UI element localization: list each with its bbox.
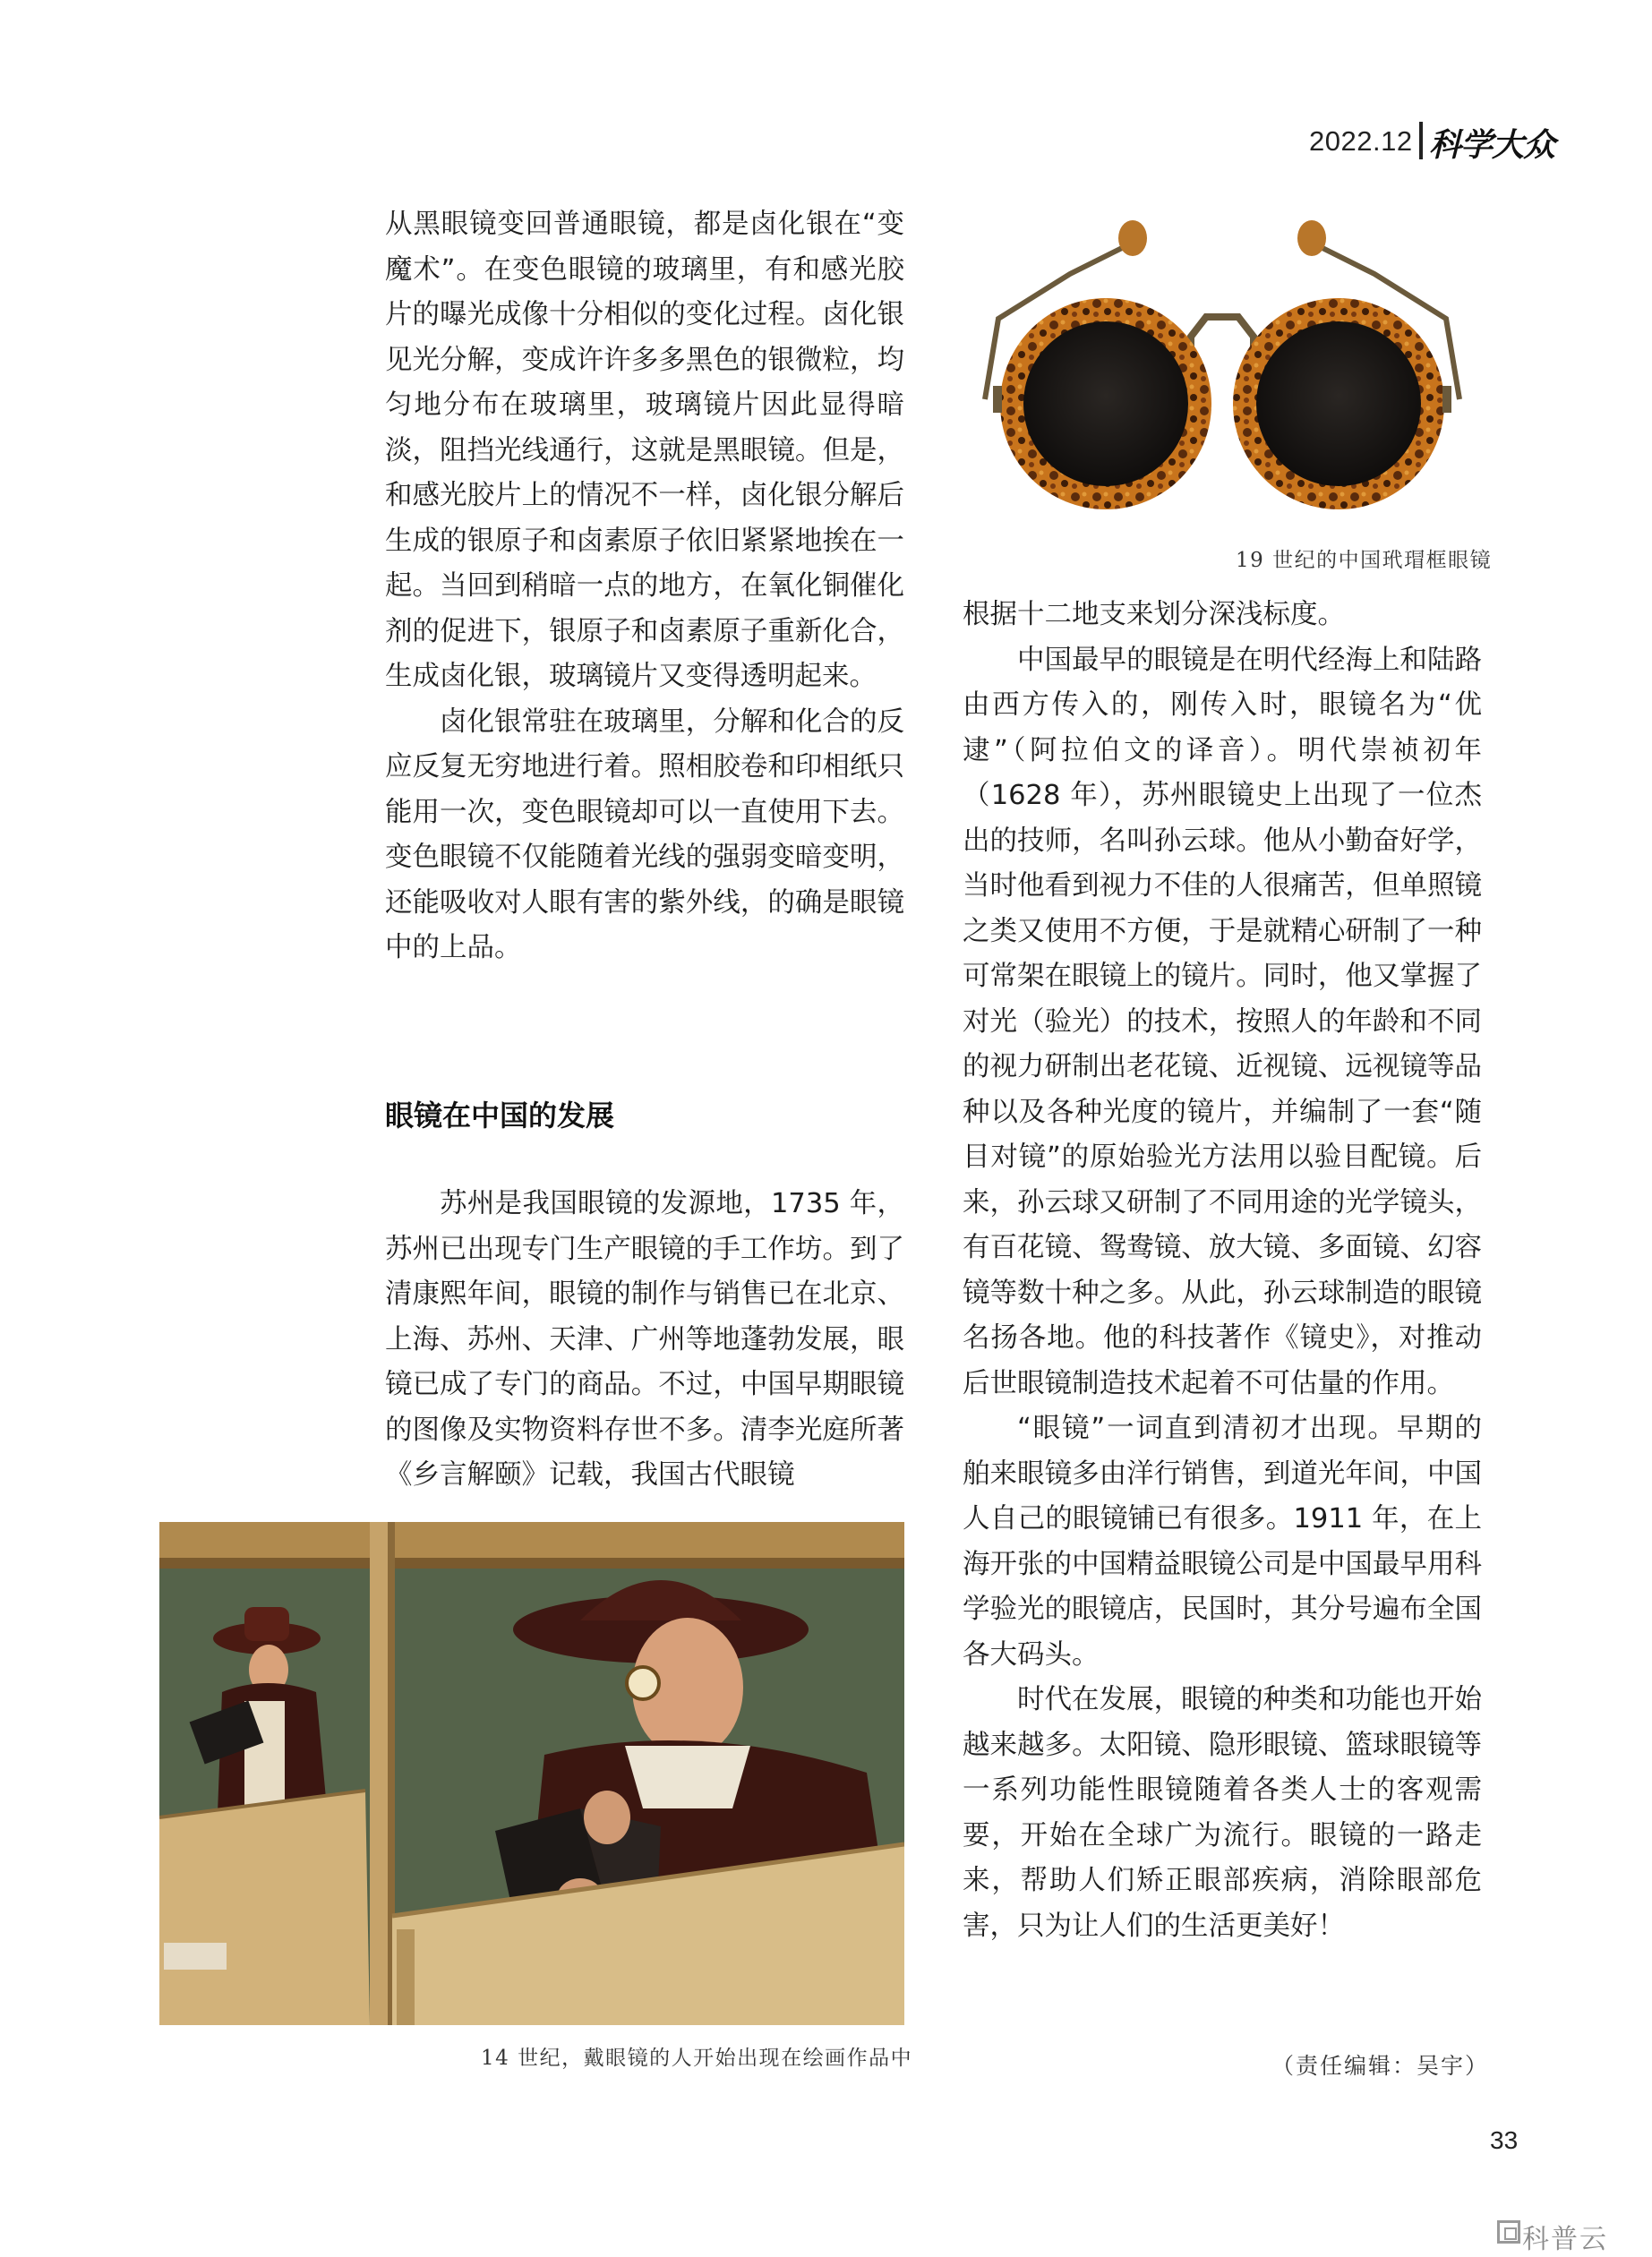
body-paragraph: 从黑眼镜变回普通眼镜，都是卤化银在“变魔术”。在变色眼镜的玻璃里，有和感光胶片的曝光成像十分相似的变化过程。卤化银见光分解，变成许许多多黑色的银微粒，均匀地分布在玻璃里，玻璃镜片因此显得暗淡，阻挡光线通行，这就是黑眼镜。但是，和感光胶片上的情况不一样，卤化银分解后生成的银原子和卤素原子依旧紧紧地挨在一起。当回到稍暗一点的地方，在氧化铜催化剂的促进下，银原子和卤素原子重新化合，生成卤化银，玻璃镜片又变得透明起来。 [385, 209, 904, 692]
right-column [963, 593, 1482, 1949]
editor-note: （责任编辑：吴宇） [1271, 2053, 1490, 2079]
magazine-logo: 科学大众 [1429, 126, 1555, 164]
body-paragraph: 中国最早的眼镜是在明代经海上和陆路由西方传入的，刚传入时，眼镜名为“优逮”（阿拉伯文的译音）。明代崇祯初年（1628 年），苏州眼镜史上出现了一位杰出的技师，名叫孙云球。他从小勤奋好学，当时他看到视力不佳的人很痛苦，但单照镜之类又使用不方便，于是就精心研制了一种可常架在眼镜上的镜片。同时，他又掌握了对光（验光）的技术，按照人的年龄和不同的视力研制出老花镜、近视镜、远视镜等品种以及各种光度的镜片，并编制了一套“随目对镜”的原始验光方法用以验目配镜。后来，孙云球又研制了不同用途的光学镜头，有百花镜、鸳鸯镜、放大镜、多面镜、幻容镜等数十种之多。从此，孙云球制造的眼镜名扬各地。他的科技著作《镜史》，对推动后世眼镜制造技术起着不可估量的作用。 [963, 644, 1482, 1399]
body-paragraph: 时代在发展，眼镜的种类和功能也开始越来越多。太阳镜、隐形眼镜、篮球眼镜等一系列功能性眼镜随着各类人士的客观需要，开始在全球广为流行。眼镜的一路走来，帮助人们矫正眼部疾病，消除眼部危害，只为让人们的生活更美好！ [963, 1684, 1482, 1942]
body-paragraph: “眼镜”一词直到清初才出现。早期的舶来眼镜多由洋行销售，到道光年间，中国人自己的眼镜铺已有很多。1911 年，在上海开张的中国精益眼镜公司是中国最早用科学验光的眼镜店，民国时，其分号遍布全国各大码头。 [963, 1413, 1482, 1671]
watermark-text: 科普云 [1522, 2224, 1608, 2255]
body-paragraph: 苏州是我国眼镜的发源地，1735 年，苏州已出现专门生产眼镜的手工作坊。到了清康熙年间，眼镜的制作与销售已在北京、上海、苏州、天津、广州等地蓬勃发展，眼镜已成了专门的商品。不过，中国早期眼镜的图像及实物资料存世不多。清李光庭所著《乡言解颐》记载，我国古代眼镜 [385, 1188, 904, 1491]
medieval-painting-image [159, 1522, 904, 2025]
header-divider [1419, 122, 1423, 159]
page-number: 33 [1490, 2126, 1519, 2154]
left-column-top [385, 202, 904, 971]
watermark-logo-icon [1497, 2220, 1520, 2244]
painting-caption: 14 世纪，戴眼镜的人开始出现在绘画作品中 [481, 2047, 913, 2070]
issue-date: 2022.12 [1309, 125, 1413, 157]
body-paragraph: 卤化银常驻在玻璃里，分解和化合的反应反复无穷地进行着。照相胶卷和印相纸只能用一次，变色眼镜却可以一直使用下去。变色眼镜不仅能随着光线的强弱变暗变明，还能吸收对人眼有害的紫外线，的确是眼镜中的上品。 [385, 705, 904, 963]
left-column-bottom [385, 1182, 904, 1499]
section-heading: 眼镜在中国的发展 [385, 1099, 615, 1133]
glasses-caption: 19 世纪的中国玳瑁框眼镜 [1236, 549, 1493, 572]
tortoiseshell-glasses-photo [963, 211, 1482, 529]
body-paragraph: 根据十二地支来划分深浅标度。 [963, 599, 1345, 630]
